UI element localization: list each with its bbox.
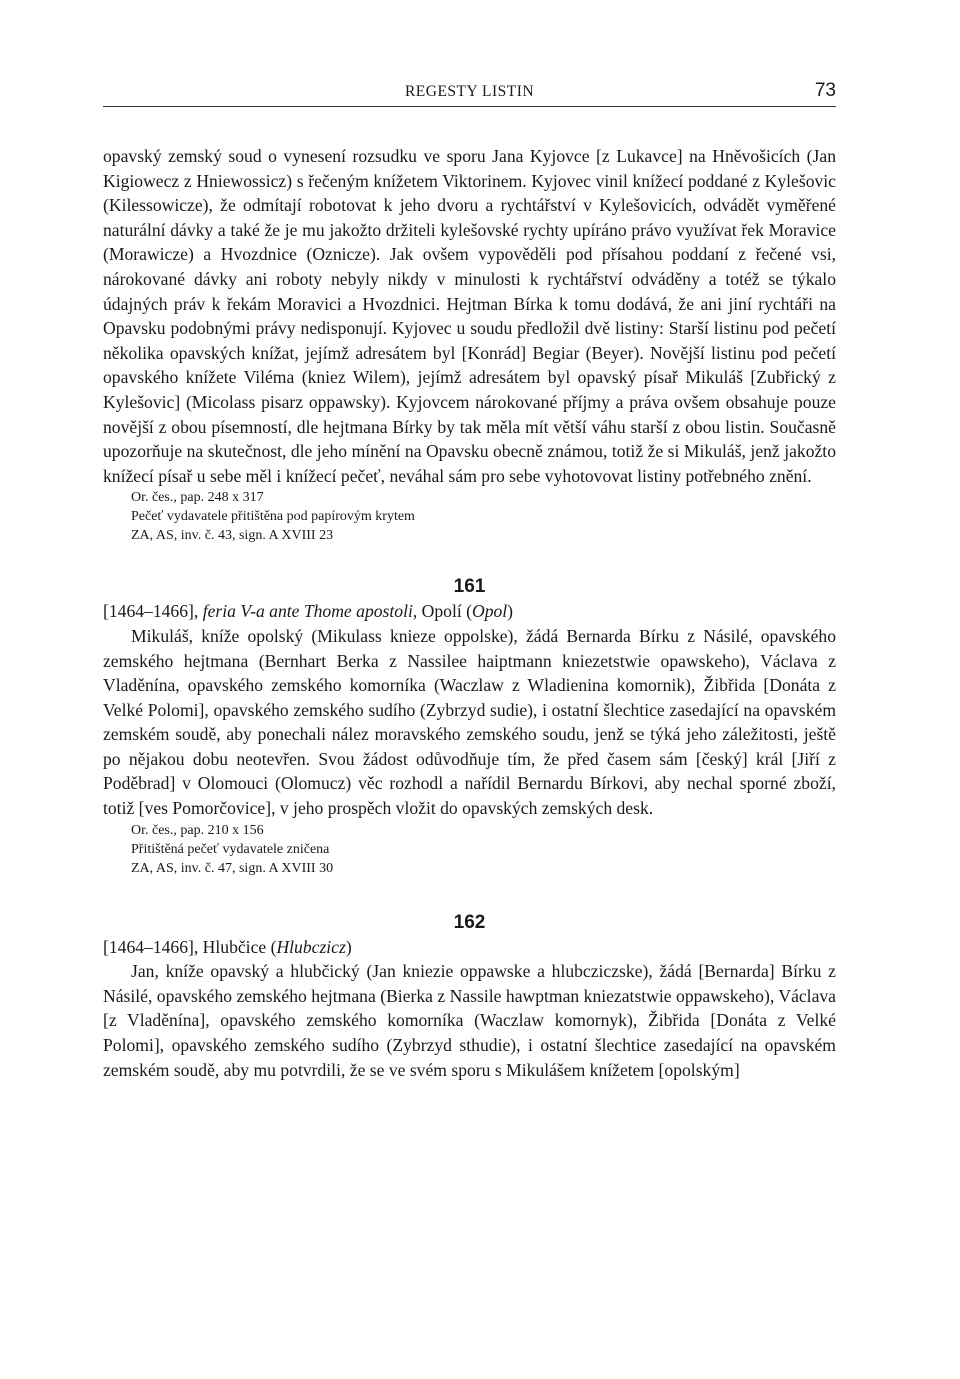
note-line: Or. čes., pap. 248 x 317 [131, 490, 264, 506]
continuation-paragraph: opavský zemský soud o vynesení rozsudku ve sporu Jana Kyjovce [z Lukavce] na Hněvošicích (Jan Kigiowecz z Hniewossicz) s řečeným knížetem Viktorinem. Kyjovec vinil knížecí poddané z Kylešovic (Kilessowicze), že odmítají robotovat k jeho dvoru a rychtářství v Kylešovicích, odvádět vyměřené naturální dávky a také že je mu jakožto držiteli kylešovské rychty upíráno právo využívat řek Moravice (Morawicze) a Hvozdnice (Oznicze). Jak ovšem vypověděli pod přísahou poddaní z řečené vsi, nárokované dávky ani roboty nebyly nikdy v minulosti k rychtářství odváděny a totéž se týkalo údajných práv k řekám Moravici a Hvozdnici. Hejtman Bírka k tomu dodává, že ani jiní rychtáři na Opavsku podobnými právy nedisponují. Kyjovec u soudu předložil dvě listiny: Starší listinu pod pečetí několika opavských knížat, jejímž adresátem byl [Konrád] Begiar (Beyer). Novější listinu pod pečetí opavského knížete Viléma (kniez Wilem), jejímž adresátem byl opavský písař Mikuláš [Zubřický z Kylešovic] (Micolass pisarz oppawsky). Kyjovcem nárokované příjmy a práva ovšem obsahuje pouze novější z obou písemností, dle hejtmana Bírky by tak měla mít větší váhu starší z obou listin. Současně upozorňuje na skutečnost, dle jeho mínění na Opavsku obecně známou, totiž že si Mikuláš, jenž jakožto knížecí písař u sebe měl i knížecí pečeť, neváhal sám pro sebe vyhotovovat listiny potřebného znění. [103, 146, 836, 486]
entry-date: [1464–1466], [103, 601, 199, 622]
note-line: ZA, AS, inv. č. 47, sign. A XVIII 30 [131, 860, 334, 876]
entry-paragraph: Mikuláš, kníže opolský (Mikulass knieze oppolske), žádá Bernarda Bírku z Násilé, opavského zemského hejtmana (Bernhart Berka z Nassilee haiptmann kniezetstwie opawskeho), Václava z Vladěnína, opavského zemského komorníka (Waczlaw z Wladienina komornik), Žibřida [Donáta z Velké Polomi], opavského zemského sudího (Zybrzyd sudie), i ostatní šlechtice zasedající na opavském zemském soudě, aby ponechali nález moravského zemského soudu, jenž se týká jeho záležitosti, ještě po nějakou dobu neotevřen. Svou žádost odůvodňuje tím, že před časem sám [český] král [Jiří z Poděbrad] v Olomouci (Olomucz) věc rozhodl a nařídil Bernardu Bírkovi, aby nechal sporné zboží, totiž [ves Pomorčovice], v jeho prospěch vložit do opavských zemských desk. [103, 625, 836, 819]
note-line: ZA, AS, inv. č. 43, sign. A XVIII 23 [131, 528, 334, 544]
entry-place-end: ) [345, 936, 352, 957]
entry-number: 162 [453, 911, 486, 933]
entry-date: [1464–1466], Hlubčice ( [103, 936, 277, 957]
entry-place-end: ) [507, 601, 514, 622]
entry-place: , Opolí ( [412, 601, 472, 622]
entry-heading [103, 599, 836, 624]
running-header [103, 80, 836, 107]
entry-heading [103, 935, 836, 960]
page-number: 73 [814, 80, 836, 101]
note-line: Or. čes., pap. 210 x 156 [131, 822, 264, 838]
document-page [103, 80, 836, 1082]
entry-date-latin: feria V-a ante Thome apostoli [202, 601, 413, 622]
entry-number: 161 [453, 576, 486, 598]
entry-place-latin: Opol [471, 601, 508, 622]
running-title: REGESTY LISTIN [404, 83, 535, 100]
entry-paragraph: Jan, kníže opavský a hlubčický (Jan kniezie oppawske a hlubcziczske), žádá [Bernarda] Bírku z Násilé, opavského zemského hejtmana (Bierka z Nassile hawptman kniezatstwie oppawskeho), Václava [z Vladěnína], opavského zemského komorníka (Waczlaw komornyk), Žibřida [Donáta z Velké Polomi], opavského zemského sudího (Zybrzyd sthudie), i ostatní šlechtice zasedající na opavském zemském soudě, aby mu potvrdili, že se ve svém sporu s Mikulášem knížetem [opolským] [103, 961, 836, 1080]
note-line: Pečeť vydavatele přitištěna pod papírovým krytem [131, 509, 415, 525]
note-line: Přitištěná pečeť vydavatele zničena [131, 841, 330, 857]
entry-place-latin: Hlubczicz [276, 936, 346, 957]
